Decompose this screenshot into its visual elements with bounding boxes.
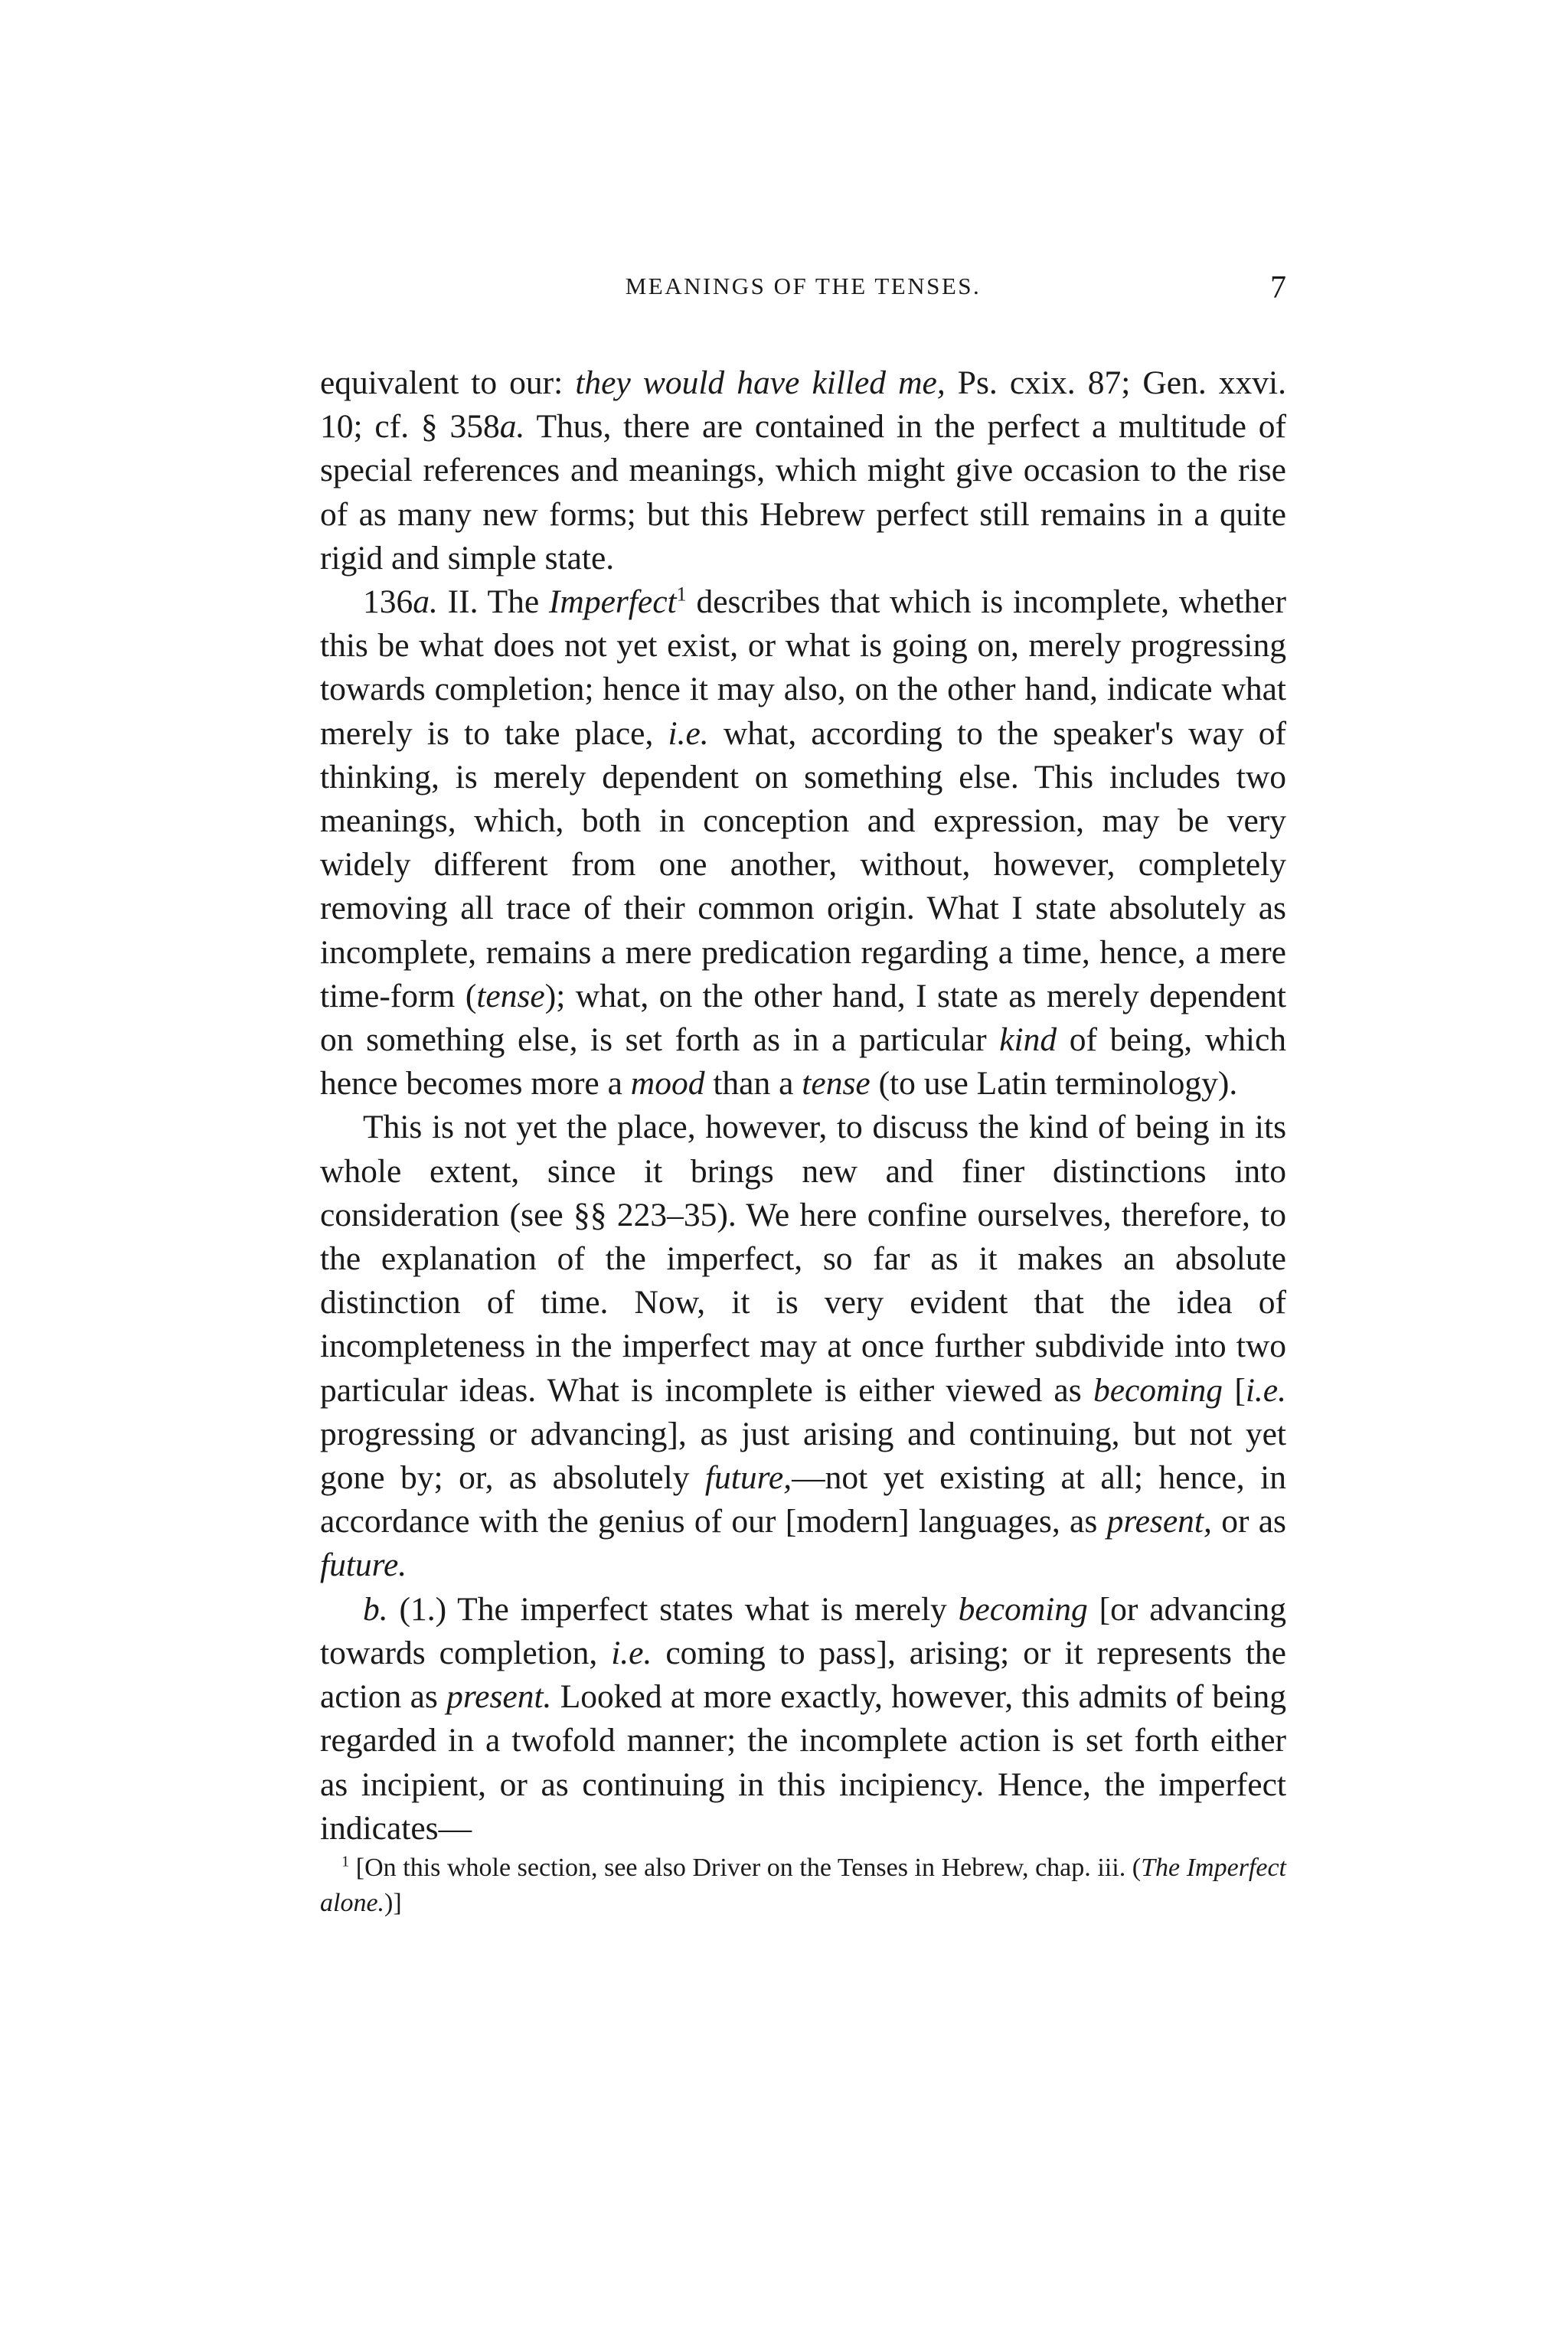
footnote-marker: 1	[341, 1853, 350, 1870]
page	[320, 270, 1287, 1921]
running-head	[320, 270, 1286, 315]
paragraph-136a: 136a. II. The Imperfect$^1$ describes that which is incomplete, whether this be what does not yet exist, or what is going on, merely progressing towards completion; hence it may also, on the other hand, indicate what merely is to take place, i.e. what, according to the speaker's way of thinking, is merely dependent on something else. This includes two meanings, which, both in conception and expression, may be very widely different from one another, without, however, completely removing all trace of their common origin. What I state absolutely as incomplete, remains a mere predication regarding a time, hence, a mere time-form (tense); what, on the other hand, I state as merely dependent on something else, is set forth as in a particular kind of being, which hence becomes more a mood than a tense (to use Latin terminology).	[320, 583, 1287, 1102]
paragraph-continuation: equivalent to our: they would have killed me, Ps. cxix. 87; Gen. xxvi. 10; cf. § 358a. Thus, there are contained in the perfect a multitude of special references and meanings, which might give occasion to the rise of as many new forms; but this Hebrew perfect still remains in a quite rigid and simple state.	[320, 364, 1286, 577]
footnote-ref: 1	[676, 583, 687, 606]
footnote: $^1$ [On this whole section, see also Driver on the Tenses in Hebrew, chap. iii. (The Imperfect alone.)]	[320, 1853, 1286, 1917]
body-text	[320, 361, 1286, 1921]
paragraph-kind-of-being: This is not yet the place, however, to discuss the kind of being in its whole extent, since it brings new and finer distinctions into consideration (see §§ 223–35). We here confine ourselves, therefore, to the explanation of the imperfect, so far as it makes an absolute distinction of time. Now, it is very evident that the idea of incompleteness in the imperfect may at once further subdivide into two particular ideas. What is incomplete is either viewed as becoming [i.e. progressing or advancing], as just arising and continuing, but not yet gone by; or, as absolutely future,—not yet existing at all; hence, in accordance with the genius of our [modern] languages, as present, or as future.	[320, 1109, 1286, 1584]
page-number: 7	[1270, 270, 1286, 305]
paragraph-b: b. (1.) The imperfect states what is merely becoming [or advancing towards completion, i.e. coming to pass], arising; or it represents the action as present. Looked at more exactly, however, this admits of being regarded in a twofold manner; the incomplete action is set forth either as incipient, or as continuing in this incipiency. Hence, the imperfect indicates—	[320, 1590, 1286, 1847]
running-title: MEANINGS OF THE TENSES.	[625, 273, 982, 299]
